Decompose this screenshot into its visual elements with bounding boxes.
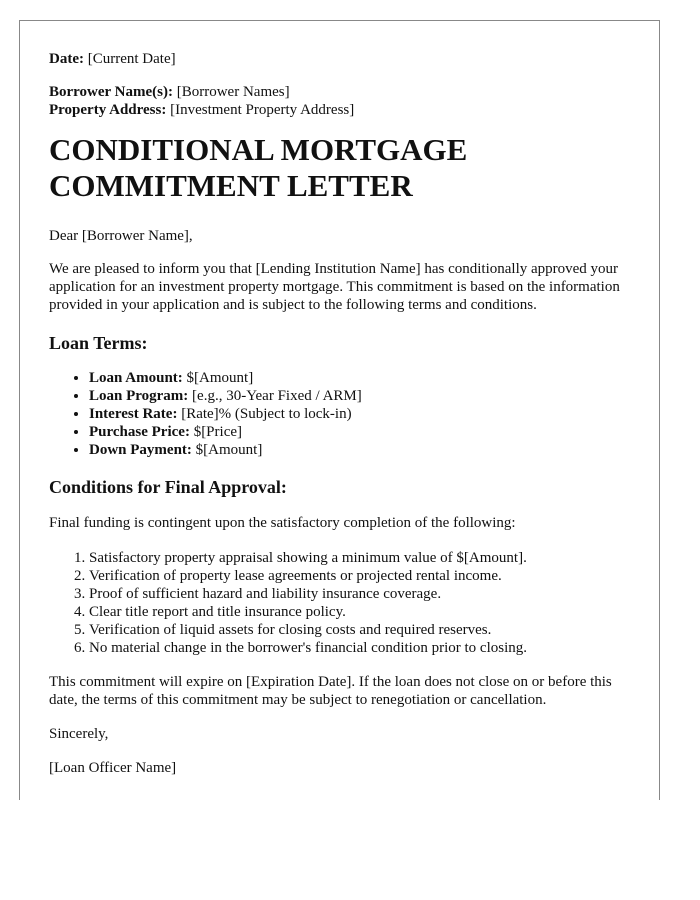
loan-term-label: Loan Program:	[89, 388, 189, 404]
loan-term-item	[89, 441, 639, 459]
letter-body	[49, 50, 639, 777]
borrower-value: [Borrower Names]	[176, 84, 290, 100]
property-label: Property Address:	[49, 102, 167, 118]
loan-officer-name: [Loan Officer Name]	[49, 760, 177, 776]
loan-term-value: [e.g., 30-Year Fixed / ARM]	[192, 388, 362, 404]
loan-term-item	[89, 387, 639, 405]
condition-item: 4. Clear title report and title insurance policy.	[89, 603, 639, 621]
loan-term-label: Interest Rate:	[89, 406, 178, 422]
conditions-list	[49, 549, 639, 657]
loan-term-item	[89, 369, 639, 387]
closing-paragraph: This commitment will expire on [Expiration Date]. If the loan does not close on or before this date, the terms of this commitment may be subject to renegotiation or cancellation.	[49, 674, 612, 708]
loan-term-label: Down Payment:	[89, 442, 192, 458]
borrower-label: Borrower Name(s):	[49, 84, 173, 100]
salutation: Dear [Borrower Name],	[49, 228, 193, 244]
date-line	[49, 50, 639, 68]
letter-title: CONDITIONAL MORTGAGE COMMITMENT LETTER	[49, 132, 468, 203]
loan-term-value: $[Price]	[193, 424, 242, 440]
loan-term-value: $[Amount]	[195, 442, 263, 458]
condition-item: 5. Verification of liquid assets for closing costs and required reserves.	[89, 621, 639, 639]
loan-term-label: Loan Amount:	[89, 370, 183, 386]
loan-term-item	[89, 423, 639, 441]
letter-page	[19, 20, 660, 800]
condition-item: 3. Proof of sufficient hazard and liability insurance coverage.	[89, 585, 639, 603]
condition-item: 6. No material change in the borrower's financial condition prior to closing.	[89, 639, 639, 657]
date-label: Date:	[49, 51, 84, 67]
loan-term-value: [Rate]% (Subject to lock-in)	[181, 406, 352, 422]
borrower-line	[49, 83, 639, 101]
loan-term-item	[89, 405, 639, 423]
loan-term-value: $[Amount]	[186, 370, 254, 386]
signoff: Sincerely,	[49, 726, 109, 742]
date-value: [Current Date]	[87, 51, 176, 67]
condition-item: 1. Satisfactory property appraisal showing a minimum value of $[Amount].	[89, 549, 639, 567]
conditions-intro: Final funding is contingent upon the satisfactory completion of the following:	[49, 515, 516, 531]
condition-item: 2. Verification of property lease agreements or projected rental income.	[89, 567, 639, 585]
property-value: [Investment Property Address]	[170, 102, 355, 118]
loan-terms-list	[49, 369, 639, 459]
property-line	[49, 101, 639, 119]
intro-paragraph: We are pleased to inform you that [Lending Institution Name] has conditionally approved your application for an investment property mortgage. This commitment is based on the information provided in your application and is subject to the following terms and conditions.	[49, 261, 620, 313]
conditions-heading: Conditions for Final Approval:	[49, 477, 287, 497]
loan-terms-heading: Loan Terms:	[49, 333, 148, 353]
loan-term-label: Purchase Price:	[89, 424, 190, 440]
